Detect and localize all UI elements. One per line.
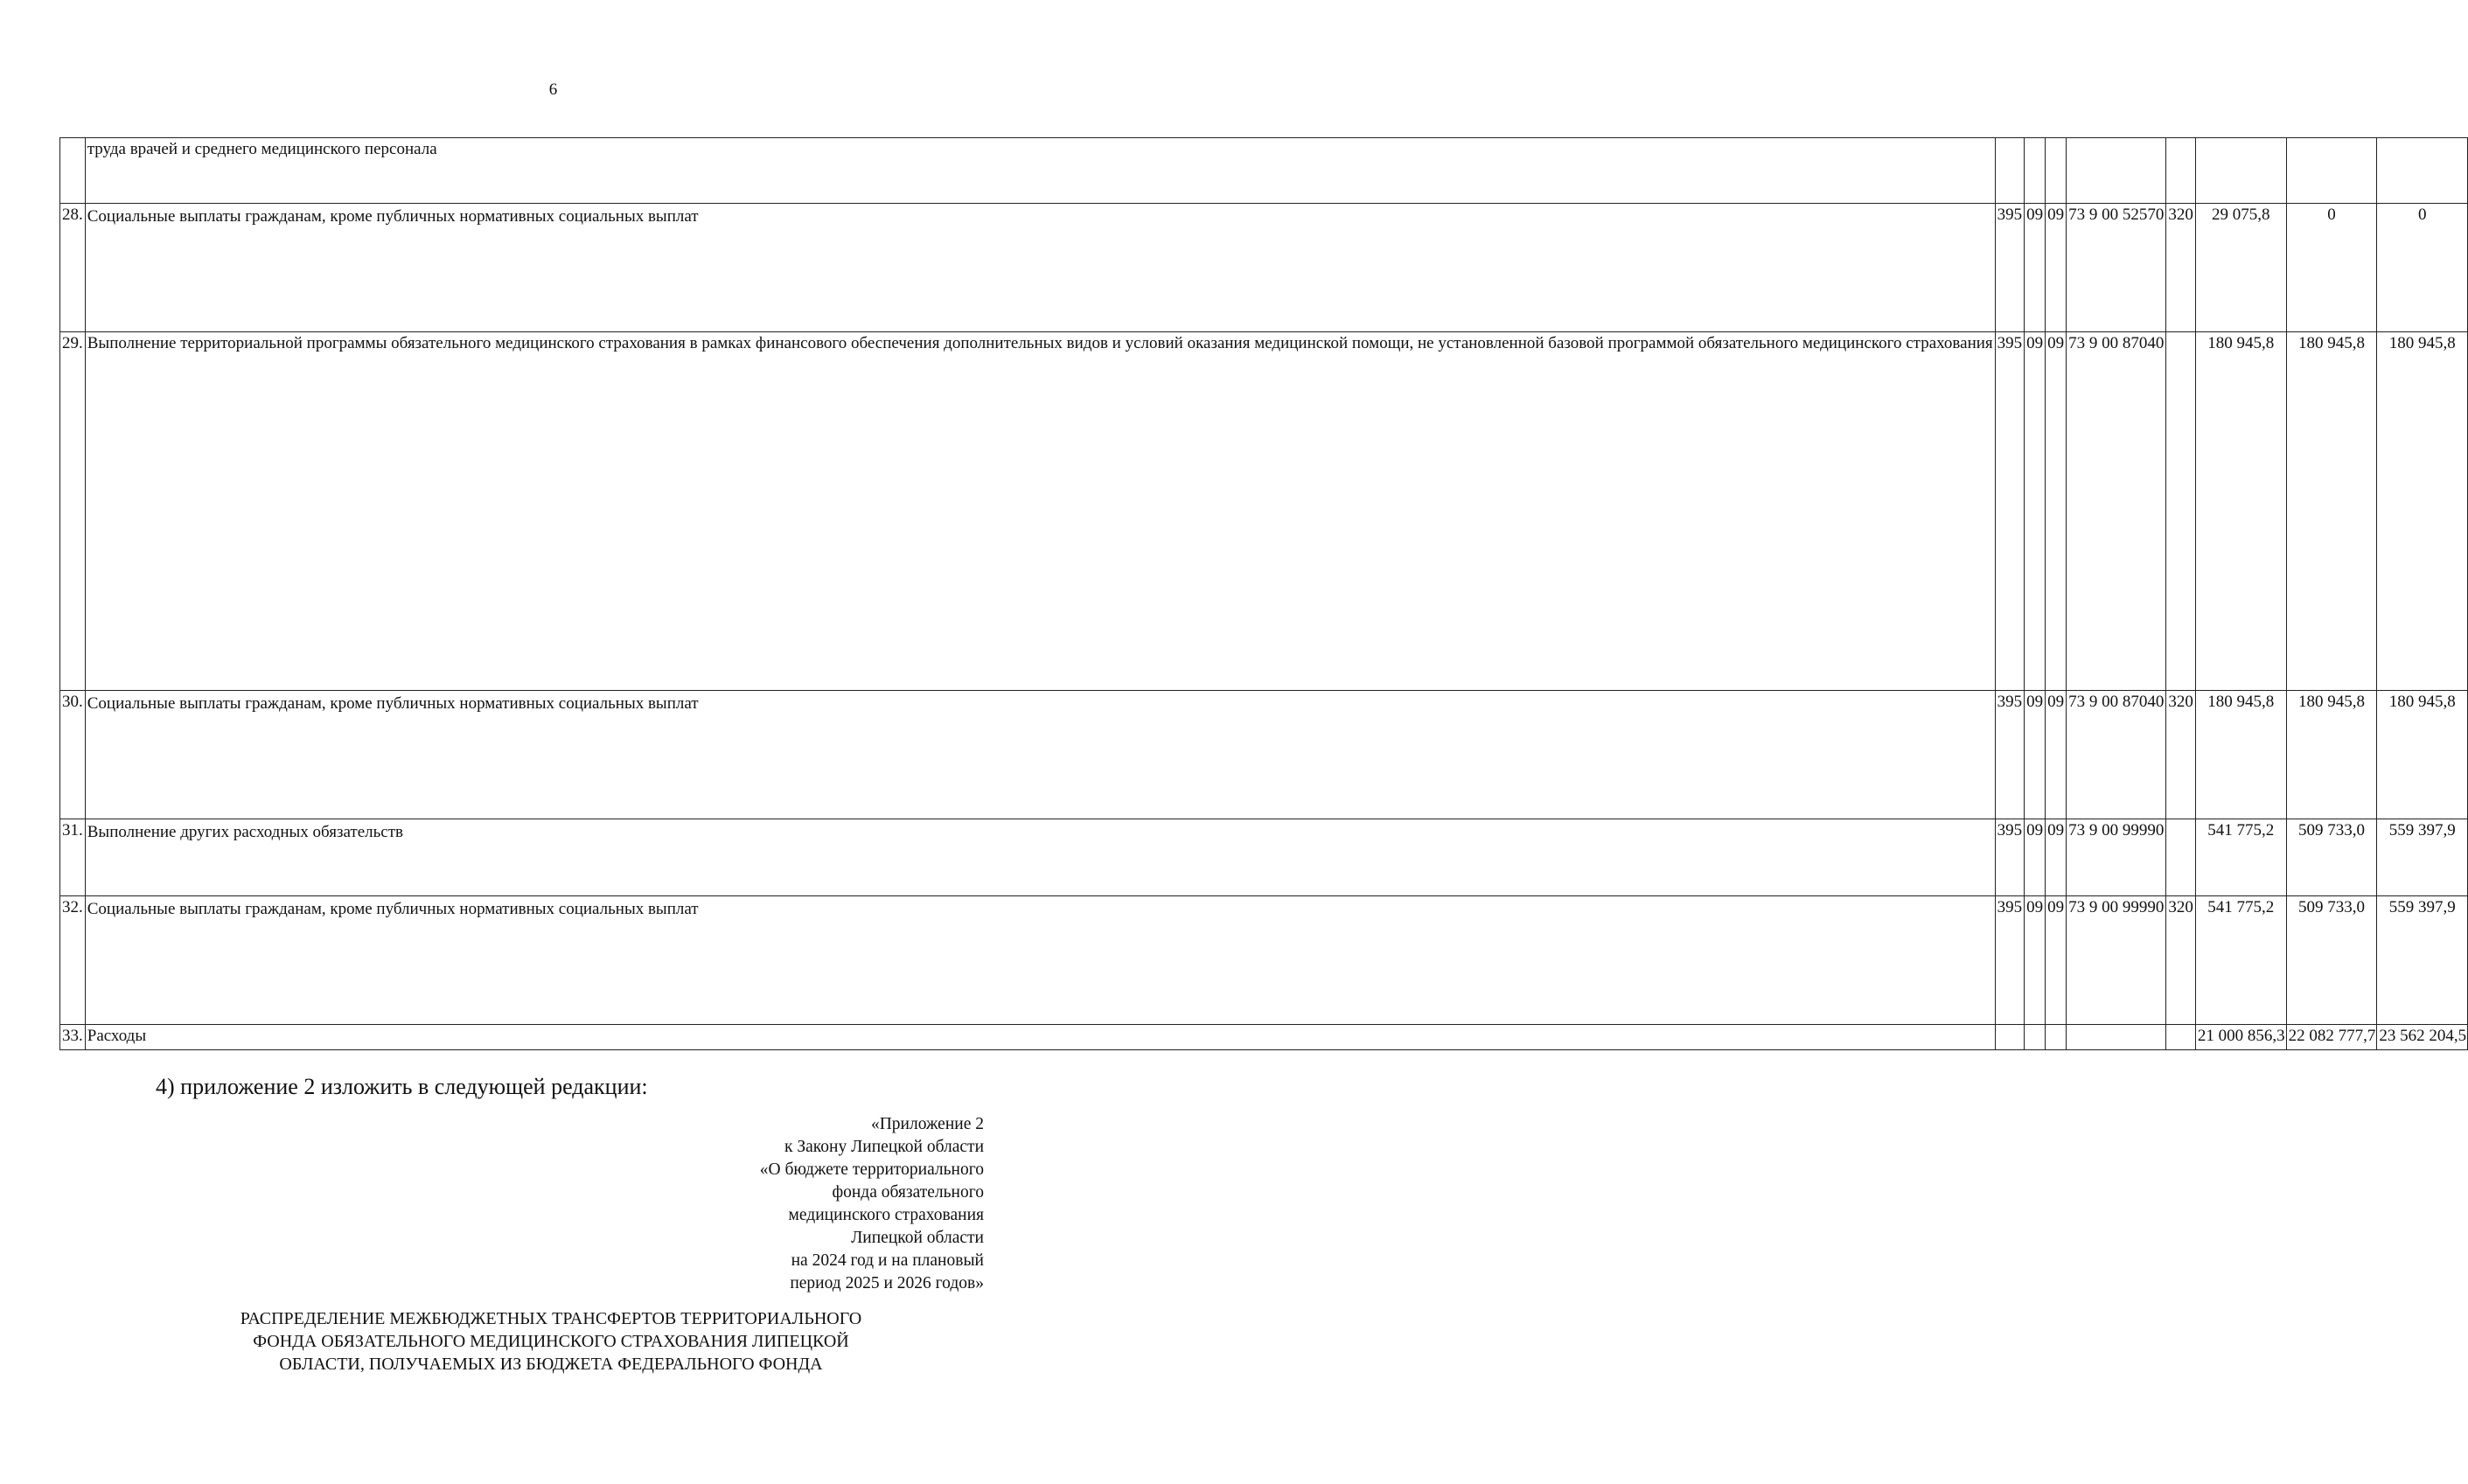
row-2025: 180 945,8 [2286, 691, 2377, 819]
row-csr [2067, 138, 2166, 204]
heading-line: ФОНДА ОБЯЗАТЕЛЬНОГО МЕДИЦИНСКОГО СТРАХОВАНИЯ ЛИПЕЦКОЙ [253, 1332, 849, 1351]
appendix-ref-line: фонда обязательного [832, 1183, 984, 1202]
row-2024: 180 945,8 [2195, 691, 2286, 819]
row-2024: 29 075,8 [2195, 204, 2286, 332]
appendix-ref-line: «О бюджете территориального [759, 1160, 984, 1179]
row-gr: 395 [1995, 204, 2025, 332]
row-csr: 73 9 00 87040 [2067, 691, 2166, 819]
row-csr [2067, 1025, 2166, 1050]
row-pr: 09 [2046, 204, 2067, 332]
row-rz: 09 [2025, 691, 2046, 819]
row-pr: 09 [2046, 332, 2067, 691]
row-2024: 541 775,2 [2195, 896, 2286, 1025]
row-2024: 541 775,2 [2195, 819, 2286, 896]
row-name [85, 204, 1995, 332]
row-rz [2025, 138, 2046, 204]
row-name [85, 332, 1995, 691]
row-gr: 395 [1995, 691, 2025, 819]
row-csr: 73 9 00 52570 [2067, 204, 2166, 332]
row-gr: 395 [1995, 819, 2025, 896]
row-number [60, 138, 86, 204]
row-pr [2046, 138, 2067, 204]
row-vr [2166, 1025, 2196, 1050]
row-pr: 09 [2046, 819, 2067, 896]
row-csr: 73 9 00 99990 [2067, 819, 2166, 896]
row-number: 30. [60, 691, 86, 819]
row-gr: 395 [1995, 332, 2025, 691]
table-row [60, 691, 2468, 819]
row-name-text: Расходы [87, 1027, 147, 1045]
row-rz [2025, 1025, 2046, 1050]
row-2025 [2286, 138, 2377, 204]
row-number: 28. [60, 204, 86, 332]
row-name [85, 1025, 1995, 1050]
row-vr [2166, 138, 2196, 204]
row-number: 29. [60, 332, 86, 691]
row-name-text: труда врачей и среднего медицинского персонала [87, 140, 437, 158]
row-name-text: Социальные выплаты гражданам, кроме публичных нормативных социальных выплат [87, 207, 699, 226]
row-name-text: Социальные выплаты гражданам, кроме публичных нормативных социальных выплат [87, 694, 699, 713]
row-name-text: Выполнение территориальной программы обязательного медицинского страхования в рамках финансового обеспечения дополнительных видов и условий оказания медицинской помощи, не установленной базовой программой обязательного медицинского страхования [87, 334, 1993, 352]
row-name-text: Социальные выплаты гражданам, кроме публичных нормативных социальных выплат [87, 900, 699, 918]
row-vr [2166, 819, 2196, 896]
appendix-ref-line: «Приложение 2 [870, 1115, 984, 1133]
appendix-ref-line: Липецкой области [851, 1229, 984, 1247]
row-number: 31. [60, 819, 86, 896]
row-pr [2046, 1025, 2067, 1050]
row-csr: 73 9 00 99990 [2067, 896, 2166, 1025]
row-2026: 559 397,9 [2377, 896, 2468, 1025]
row-2025: 0 [2286, 204, 2377, 332]
row-gr [1995, 1025, 2025, 1050]
row-2026: 0 [2377, 204, 2468, 332]
table-row [60, 896, 2468, 1025]
table-row [60, 819, 2468, 896]
row-2025: 509 733,0 [2286, 819, 2377, 896]
table-row [60, 332, 2468, 691]
budget-table [59, 137, 2468, 1050]
table-row [60, 138, 2468, 204]
row-2026: 180 945,8 [2377, 691, 2468, 819]
row-2024 [2195, 138, 2286, 204]
row-2026: 559 397,9 [2377, 819, 2468, 896]
appendix-ref-line: медицинского страхования [788, 1206, 984, 1224]
appendix-ref-line: на 2024 год и на плановый [791, 1251, 984, 1270]
row-vr: 320 [2166, 691, 2196, 819]
row-vr [2166, 332, 2196, 691]
row-vr: 320 [2166, 204, 2196, 332]
row-2026 [2377, 138, 2468, 204]
page-number: 6 [548, 80, 558, 99]
row-2024: 21 000 856,3 [2195, 1025, 2286, 1050]
row-pr: 09 [2046, 896, 2067, 1025]
row-rz: 09 [2025, 819, 2046, 896]
appendix-ref-line: период 2025 и 2026 годов» [790, 1274, 984, 1292]
row-csr: 73 9 00 87040 [2067, 332, 2166, 691]
row-rz: 09 [2025, 896, 2046, 1025]
row-name [85, 691, 1995, 819]
row-2026: 23 562 204,5 [2377, 1025, 2468, 1050]
heading-line: ОБЛАСТИ, ПОЛУЧАЕМЫХ ИЗ БЮДЖЕТА ФЕДЕРАЛЬНОГО ФОНДА [279, 1355, 823, 1374]
row-name [85, 138, 1995, 204]
table-row [60, 204, 2468, 332]
row-2025: 180 945,8 [2286, 332, 2377, 691]
appendix-ref-line: к Закону Липецкой области [784, 1138, 984, 1156]
table-row-total [60, 1025, 2468, 1050]
row-gr [1995, 138, 2025, 204]
row-2024: 180 945,8 [2195, 332, 2286, 691]
row-name [85, 819, 1995, 896]
row-name [85, 896, 1995, 1025]
heading-line: РАСПРЕДЕЛЕНИЕ МЕЖБЮДЖЕТНЫХ ТРАНСФЕРТОВ ТЕРРИТОРИАЛЬНОГО [240, 1309, 862, 1328]
row-2026: 180 945,8 [2377, 332, 2468, 691]
row-rz: 09 [2025, 204, 2046, 332]
appendix-reference [529, 1113, 984, 1295]
amendment-clause: 4) приложение 2 изложить в следующей редакции: [156, 1074, 648, 1099]
row-name-text: Выполнение других расходных обязательств [87, 823, 404, 841]
row-pr: 09 [2046, 691, 2067, 819]
row-vr: 320 [2166, 896, 2196, 1025]
row-number: 32. [60, 896, 86, 1025]
row-gr: 395 [1995, 896, 2025, 1025]
row-2025: 509 733,0 [2286, 896, 2377, 1025]
row-2025: 22 082 777,7 [2286, 1025, 2377, 1050]
row-rz: 09 [2025, 332, 2046, 691]
section-heading [131, 1307, 971, 1376]
row-number: 33. [60, 1025, 86, 1050]
table-body [60, 138, 2468, 1050]
